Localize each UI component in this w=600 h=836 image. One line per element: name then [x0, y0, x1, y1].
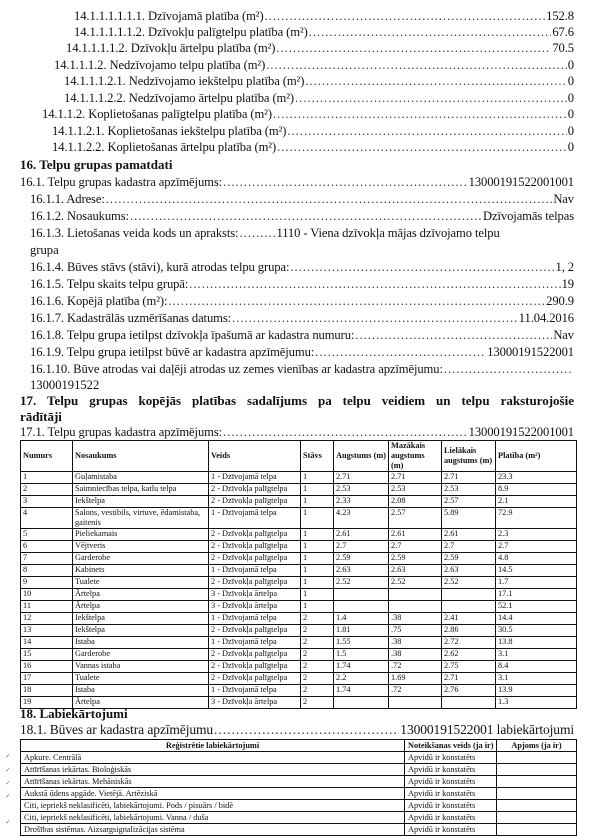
info-line: 16.1.4. Būves stāvs (stāvi), kurā atrodas telpu grupa: ..... 1, 2: [30, 259, 574, 275]
table-cell: 1 - Dzīvojamā telpa: [209, 472, 301, 484]
table-cell: Apvidū ir konstatēts: [405, 776, 497, 788]
table-cell: 52.1: [496, 601, 577, 613]
table-cell: .38: [389, 637, 442, 649]
table-cell: 2.53: [389, 484, 442, 496]
table-cell: [389, 589, 442, 601]
table-cell: Apkure. Centrālā: [21, 752, 405, 764]
info-line: 18.1. Būves ar kadastra apzīmējumu ..... 13000191522001 labiekārtojumi: [20, 722, 574, 738]
table-row: [21, 824, 577, 836]
table-cell: 2.61: [442, 529, 496, 541]
table-cell: 13: [21, 625, 73, 637]
table-row: [21, 472, 577, 484]
table-cell: 1: [301, 565, 334, 577]
table-cell: 2: [301, 697, 334, 709]
table-cell: 2: [301, 685, 334, 697]
table-cell: 2.76: [442, 685, 496, 697]
table-cell: 72.9: [496, 508, 577, 529]
table-cell: Attīrīšanas iekārtas. Bioloģiskās: [21, 764, 405, 776]
table-cell: 2.86: [442, 625, 496, 637]
table-row: [21, 649, 577, 661]
table-cell: Ārtelpa: [73, 601, 209, 613]
table-cell: Citi, iepriekš neklasificēti, labiekārtojumi. Vanna / duša: [21, 812, 405, 824]
table-cell: Vannas istaba: [73, 661, 209, 673]
table-cell: Pieliekamais: [73, 529, 209, 541]
room-table: [20, 440, 577, 709]
table-cell: 2.7: [389, 541, 442, 553]
table-cell: 1: [301, 484, 334, 496]
table-row: [21, 800, 577, 812]
table-cell: 1 - Dzīvojamā telpa: [209, 685, 301, 697]
table-cell: [497, 800, 577, 812]
table-cell: 14.4: [496, 613, 577, 625]
table-row: [21, 541, 577, 553]
table-cell: [334, 697, 389, 709]
area-line: 14.1.1.2.1. Koplietošanas iekštelpu platība (m²) ..... 0: [52, 123, 574, 139]
table-row: [21, 788, 577, 800]
col-header: Nosaukums: [73, 441, 209, 472]
col-header: Noteikšanas veids (ja ir): [405, 740, 497, 752]
table-cell: [497, 788, 577, 800]
table-cell: 5: [21, 529, 73, 541]
margin-check-mark-icon: ✓: [5, 766, 11, 774]
margin-check-mark-icon: ✓: [5, 792, 11, 800]
table-cell: Apvidū ir konstatēts: [405, 788, 497, 800]
table-cell: Tualete: [73, 673, 209, 685]
table-cell: 3 - Dzīvokļa ārtelpa: [209, 589, 301, 601]
table-cell: Iekštelpa: [73, 496, 209, 508]
section-18-title: 18. Labiekārtojumi: [20, 706, 128, 721]
table-cell: 2.71: [442, 472, 496, 484]
table-row: [21, 484, 577, 496]
table-cell: 8: [21, 565, 73, 577]
margin-check-mark-icon: ✓: [5, 752, 11, 760]
table-cell: 3 - Dzīvokļa ārtelpa: [209, 697, 301, 709]
section-17-title-cont: rādītāji: [20, 409, 62, 424]
margin-check-mark-icon: ✓: [5, 779, 11, 787]
info-line-continuation: grupa: [30, 243, 59, 257]
table-cell: 4.23: [334, 508, 389, 529]
table-cell: 1.3: [496, 697, 577, 709]
area-line: 14.1.1.1.1.1.2. Dzīvokļu palīgtelpu platība (m²) ..... 67.6: [74, 24, 574, 40]
table-cell: 2 - Dzīvokļa palīgtelpa: [209, 541, 301, 553]
info-line: 16.1.1. Adrese: ..... Nav: [30, 191, 574, 207]
table-cell: 2: [301, 649, 334, 661]
table-cell: 30.5: [496, 625, 577, 637]
table-cell: 2.63: [389, 565, 442, 577]
area-line: 14.1.1.1.2.2. Nedzīvojamo ārtelpu platība (m²) ..... 0: [64, 90, 574, 106]
table-cell: Apvidū ir konstatēts: [405, 800, 497, 812]
table-cell: 4: [21, 508, 73, 529]
info-line: 16.1.9. Telpu grupa ietilpst būvē ar kadastra apzīmējumu: ..... 13000191522001: [30, 344, 574, 360]
table-cell: 8.9: [496, 484, 577, 496]
table-row: [21, 496, 577, 508]
table-cell: 14: [21, 637, 73, 649]
table-cell: 8.4: [496, 661, 577, 673]
table-cell: 1.5: [334, 649, 389, 661]
table-cell: [497, 812, 577, 824]
table-cell: 12: [21, 613, 73, 625]
table-cell: [497, 752, 577, 764]
table-cell: 2.59: [389, 553, 442, 565]
info-line: 16.1.6. Kopējā platība (m²): ..... 290.9: [30, 293, 574, 309]
table-cell: Ārtelpa: [73, 697, 209, 709]
table-cell: Apvidū ir konstatēts: [405, 812, 497, 824]
col-header: Lielākais augstums (m): [442, 441, 496, 472]
table-cell: .38: [389, 613, 442, 625]
col-header: Apjoms (ja ir): [497, 740, 577, 752]
table-cell: 2.53: [442, 484, 496, 496]
table-cell: 2: [21, 484, 73, 496]
table-cell: Garderobe: [73, 553, 209, 565]
table-cell: [497, 776, 577, 788]
table-cell: 1 - Dzīvojamā telpa: [209, 613, 301, 625]
table-cell: [442, 589, 496, 601]
info-line: 16.1.8. Telpu grupa ietilpst dzīvokļa īpašumā ar kadastra numuru: ..... Nav: [30, 327, 574, 343]
table-cell: Iekštelpa: [73, 625, 209, 637]
table-cell: 2.1: [496, 496, 577, 508]
table-cell: [389, 601, 442, 613]
table-cell: 10: [21, 589, 73, 601]
table-cell: 2.7: [334, 541, 389, 553]
table-cell: .72: [389, 685, 442, 697]
info-line: 17.1. Telpu grupas kadastra apzīmējums: ..... 13000191522001001: [20, 424, 574, 440]
table-cell: 2 - Dzīvokļa palīgtelpa: [209, 673, 301, 685]
info-line: 16.1.10. Būve atrodas vai daļēji atrodas uz zemes vienības ar kadastra apzīmējumu: .....: [30, 361, 574, 377]
table-cell: 1.74: [334, 685, 389, 697]
area-line: 14.1.1.2. Koplietošanas palīgtelpu platība (m²) ..... 0: [42, 106, 574, 122]
table-cell: 1.55: [334, 637, 389, 649]
table-cell: [389, 697, 442, 709]
area-line: 14.1.1.1.1.2. Dzīvokļu ārtelpu platība (m²) ..... 70.5: [66, 40, 574, 56]
table-row: [21, 553, 577, 565]
table-cell: 2: [301, 613, 334, 625]
table-cell: 2.62: [442, 649, 496, 661]
table-cell: 3.1: [496, 673, 577, 685]
table-cell: 11: [21, 601, 73, 613]
table-cell: Ārtelpa: [73, 589, 209, 601]
table-row: [21, 685, 577, 697]
table-cell: 1.4: [334, 613, 389, 625]
table-row: [21, 752, 577, 764]
table-cell: [497, 764, 577, 776]
table-cell: 1 - Dzīvojamā telpa: [209, 508, 301, 529]
table-cell: Guļamistaba: [73, 472, 209, 484]
table-cell: 18: [21, 685, 73, 697]
table-cell: 2.59: [334, 553, 389, 565]
table-row: [21, 673, 577, 685]
table-cell: 3.1: [496, 649, 577, 661]
amenities-table: [20, 739, 577, 836]
col-header: Numurs: [21, 441, 73, 472]
table-cell: 2.59: [442, 553, 496, 565]
table-cell: 2 - Dzīvokļa palīgtelpa: [209, 529, 301, 541]
margin-check-mark-icon: ✓: [5, 818, 11, 826]
table-cell: 2.2: [334, 673, 389, 685]
table-cell: 2.75: [442, 661, 496, 673]
table-cell: 1: [301, 601, 334, 613]
table-cell: 15: [21, 649, 73, 661]
table-cell: 2: [301, 661, 334, 673]
col-header: Augstums (m): [334, 441, 389, 472]
table-row: [21, 764, 577, 776]
table-header-row: [21, 441, 577, 472]
col-header: Veids: [209, 441, 301, 472]
table-cell: 2.41: [442, 613, 496, 625]
table-cell: 19: [21, 697, 73, 709]
table-cell: 2.52: [334, 577, 389, 589]
table-cell: Apvidū ir konstatēts: [405, 752, 497, 764]
table-cell: 4.8: [496, 553, 577, 565]
table-cell: 2.33: [334, 496, 389, 508]
area-line: 14.1.1.1.1.1.1. Dzīvojamā platība (m²) ..... 152.8: [74, 8, 574, 24]
table-cell: 13.8: [496, 637, 577, 649]
table-cell: Istaba: [73, 685, 209, 697]
col-header: Platība (m²): [496, 441, 577, 472]
table-cell: [497, 824, 577, 836]
table-cell: 2: [301, 625, 334, 637]
table-cell: [334, 601, 389, 613]
table-cell: .72: [389, 661, 442, 673]
table-cell: 2 - Dzīvokļa palīgtelpa: [209, 649, 301, 661]
table-cell: 2 - Dzīvokļa palīgtelpa: [209, 496, 301, 508]
table-cell: 2.3: [496, 529, 577, 541]
table-row: [21, 577, 577, 589]
table-cell: 2 - Dzīvokļa palīgtelpa: [209, 625, 301, 637]
table-row: [21, 625, 577, 637]
table-cell: 2.71: [389, 472, 442, 484]
table-cell: 2.63: [442, 565, 496, 577]
table-cell: Apvidū ir konstatēts: [405, 764, 497, 776]
table-cell: 13.9: [496, 685, 577, 697]
table-row: [21, 812, 577, 824]
col-header: Reģistrētie labiekārtojumi: [21, 740, 405, 752]
table-cell: Saimniecības telpa, katlu telpa: [73, 484, 209, 496]
table-row: [21, 661, 577, 673]
table-cell: 2 - Dzīvokļa palīgtelpa: [209, 661, 301, 673]
table-cell: 7: [21, 553, 73, 565]
table-cell: 16: [21, 661, 73, 673]
table-cell: 2.08: [389, 496, 442, 508]
table-cell: 2.57: [442, 496, 496, 508]
table-cell: Istaba: [73, 637, 209, 649]
table-cell: 2: [301, 673, 334, 685]
table-cell: 2 - Dzīvokļa palīgtelpa: [209, 577, 301, 589]
table-cell: Attīrīšanas iekārtas. Mehāniskās: [21, 776, 405, 788]
table-cell: 1 - Dzīvojamā telpa: [209, 565, 301, 577]
table-cell: Drošības sistēmas. Aizsargsignalizācijas sistēma: [21, 824, 405, 836]
table-cell: Salons, vestibils, virtuve, ēdamistaba, gaitenis: [73, 508, 209, 529]
table-cell: 1: [301, 508, 334, 529]
table-row: [21, 508, 577, 529]
table-cell: 1.69: [389, 673, 442, 685]
table-cell: 1: [301, 529, 334, 541]
table-cell: 23.3: [496, 472, 577, 484]
area-line: 14.1.1.2.2. Koplietošanas ārtelpu platība (m²) ..... 0: [52, 139, 574, 155]
section-16-title: 16. Telpu grupas pamatdati: [20, 157, 173, 172]
table-cell: 1: [301, 472, 334, 484]
table-row: [21, 565, 577, 577]
table-cell: .38: [389, 649, 442, 661]
table-cell: [442, 601, 496, 613]
table-row: [21, 589, 577, 601]
table-cell: 1.74: [334, 661, 389, 673]
table-cell: [442, 697, 496, 709]
table-cell: 2.7: [442, 541, 496, 553]
table-cell: Garderobe: [73, 649, 209, 661]
table-cell: 1 - Dzīvojamā telpa: [209, 637, 301, 649]
table-row: [21, 776, 577, 788]
table-cell: Kabinets: [73, 565, 209, 577]
table-cell: 2.53: [334, 484, 389, 496]
table-cell: 2: [301, 637, 334, 649]
table-cell: 1: [21, 472, 73, 484]
table-cell: 2.63: [334, 565, 389, 577]
col-header: Stāvs: [301, 441, 334, 472]
table-cell: 17.1: [496, 589, 577, 601]
table-cell: 1: [301, 541, 334, 553]
table-cell: Aukstā ūdens apgāde. Vietējā. Artēziskā: [21, 788, 405, 800]
section-17-title: 17. Telpu grupas kopējās platības sadalījums pa telpu veidiem un telpu raksturojošie: [20, 393, 574, 408]
table-cell: 2.52: [389, 577, 442, 589]
table-cell: [334, 589, 389, 601]
table-row: [21, 529, 577, 541]
table-cell: 1.7: [496, 577, 577, 589]
area-line: 14.1.1.1.2. Nedzīvojamo telpu platība (m²) ..... 0: [54, 57, 574, 73]
table-cell: 3: [21, 496, 73, 508]
table-cell: Iekštelpa: [73, 613, 209, 625]
table-cell: 3 - Dzīvokļa ārtelpa: [209, 601, 301, 613]
table-cell: 2.71: [334, 472, 389, 484]
table-cell: 6: [21, 541, 73, 553]
table-row: [21, 637, 577, 649]
info-line: 16.1.2. Nosaukums: ..... Dzīvojamās telpas: [30, 208, 574, 224]
table-cell: 1: [301, 496, 334, 508]
table-cell: 1: [301, 589, 334, 601]
table-cell: 2.57: [389, 508, 442, 529]
table-cell: Apvidū ir konstatēts: [405, 824, 497, 836]
info-line: 16.1.7. Kadastrālās uzmērīšanas datums: ..... 11.04.2016: [30, 310, 574, 326]
table-cell: 2 - Dzīvokļa palīgtelpa: [209, 553, 301, 565]
table-cell: 9: [21, 577, 73, 589]
table-cell: 1.81: [334, 625, 389, 637]
col-header: Mazākais augstums (m): [389, 441, 442, 472]
table-cell: 2.52: [442, 577, 496, 589]
table-header-row: [21, 740, 577, 752]
table-cell: 2.71: [442, 673, 496, 685]
table-cell: 1: [301, 577, 334, 589]
table-cell: 5.89: [442, 508, 496, 529]
table-cell: Tualete: [73, 577, 209, 589]
table-cell: 1: [301, 553, 334, 565]
table-cell: 2.61: [334, 529, 389, 541]
table-cell: 2.72: [442, 637, 496, 649]
table-cell: .75: [389, 625, 442, 637]
table-row: [21, 613, 577, 625]
table-cell: 2 - Dzīvokļa palīgtelpa: [209, 484, 301, 496]
table-cell: Citi, iepriekš neklasificēti, labiekārtojumi. Pods / pisuārs / bidē: [21, 800, 405, 812]
info-line: 16.1. Telpu grupas kadastra apzīmējums: ..... 13000191522001001: [20, 174, 574, 190]
table-cell: 2.61: [389, 529, 442, 541]
info-line: 16.1.3. Lietošanas veida kods un apraksts: ..... 1110 - Viena dzīvokļa mājas dzīvojamo telpu: [30, 225, 574, 241]
info-line-continuation: 13000191522: [30, 378, 100, 392]
area-line: 14.1.1.1.2.1. Nedzīvojamo iekštelpu platība (m²) ..... 0: [64, 73, 574, 89]
table-cell: 14.5: [496, 565, 577, 577]
table-row: [21, 601, 577, 613]
table-cell: 2.7: [496, 541, 577, 553]
table-cell: Vējtveris: [73, 541, 209, 553]
table-cell: 17: [21, 673, 73, 685]
info-line: 16.1.5. Telpu skaits telpu grupā: ..... 19: [30, 276, 574, 292]
